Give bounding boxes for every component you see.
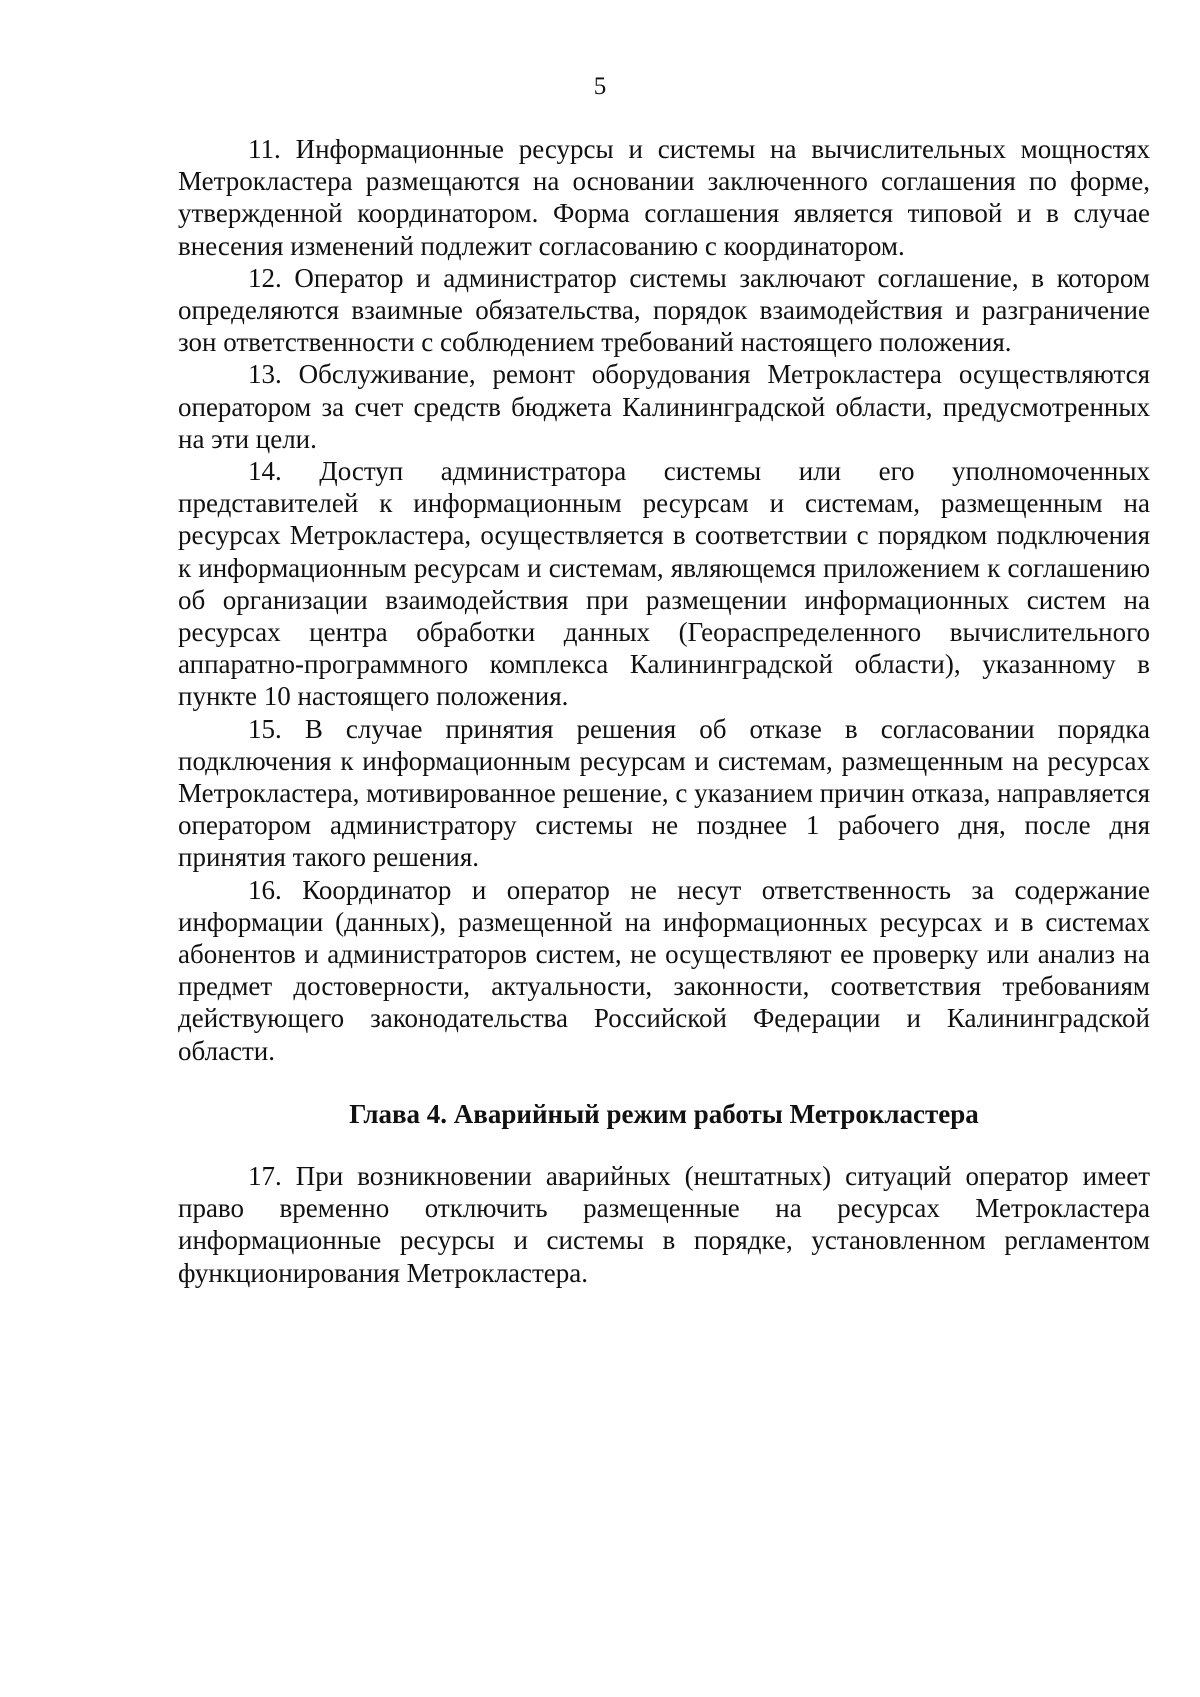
paragraph-15: 15. В случае принятия решения об отказе в согласовании порядка подключения к информационным ресурсам и системам, размещенным на ресурсах Метрокластера, мотивированное решение, с указанием причин отказа, направляется оператором администратору системы не позднее 1 рабочего дня, после дня принятия такого решения. [178,713,1150,873]
paragraph-17: 17. При возникновении аварийных (нештатных) ситуаций оператор имеет право временно отключить размещенные на ресурсах Метрокластера информационные ресурсы и системы в порядке, установленном регламентом функционирования Метрокластера. [178,1160,1150,1288]
paragraph-16: 16. Координатор и оператор не несут ответственность за содержание информации (данных), размещенной на информационных ресурсах и в системах абонентов и администраторов систем, не осуществляют ее проверку или анализ на предмет достоверности, актуальности, законности, соответствия требованиям действующего законодательства Российской Федерации и Калининградской области. [178,874,1150,1066]
document-body [178,133,1150,1289]
page-number: 5 [593,73,607,100]
paragraph-11: 11. Информационные ресурсы и системы на вычислительных мощностях Метрокластера размещаются на основании заключенного соглашения по форме, утвержденной координатором. Форма соглашения является типовой и в случае внесения изменений подлежит согласованию с координатором. [178,134,1150,261]
paragraph-13: 13. Обслуживание, ремонт оборудования Метрокластера осуществляются оператором за счет средств бюджета Калининградской области, предусмотренных на эти цели. [178,359,1150,454]
chapter-heading: Глава 4. Аварийный режим работы Метрокластера [349,1098,979,1129]
paragraph-12: 12. Оператор и администратор системы заключают соглашение, в котором определяются взаимные обязательства, порядок взаимодействия и разграничение зон ответственности с соблюдением требований настоящего положения. [178,262,1150,358]
paragraph-14: 14. Доступ администратора системы или его уполномоченных представителей к информационным ресурсам и системам, размещенным на ресурсах Метрокластера, осуществляется в соответствии с порядком подключения к информационным ресурсам и системам, являющемся приложением к соглашению об организации взаимодействия при размещении информационных систем на ресурсах центра обработки данных (Геораспределенного вычислительного аппаратно-программного комплекса Калининградской области), указанному в пункте 10 настоящего положения. [178,456,1150,712]
